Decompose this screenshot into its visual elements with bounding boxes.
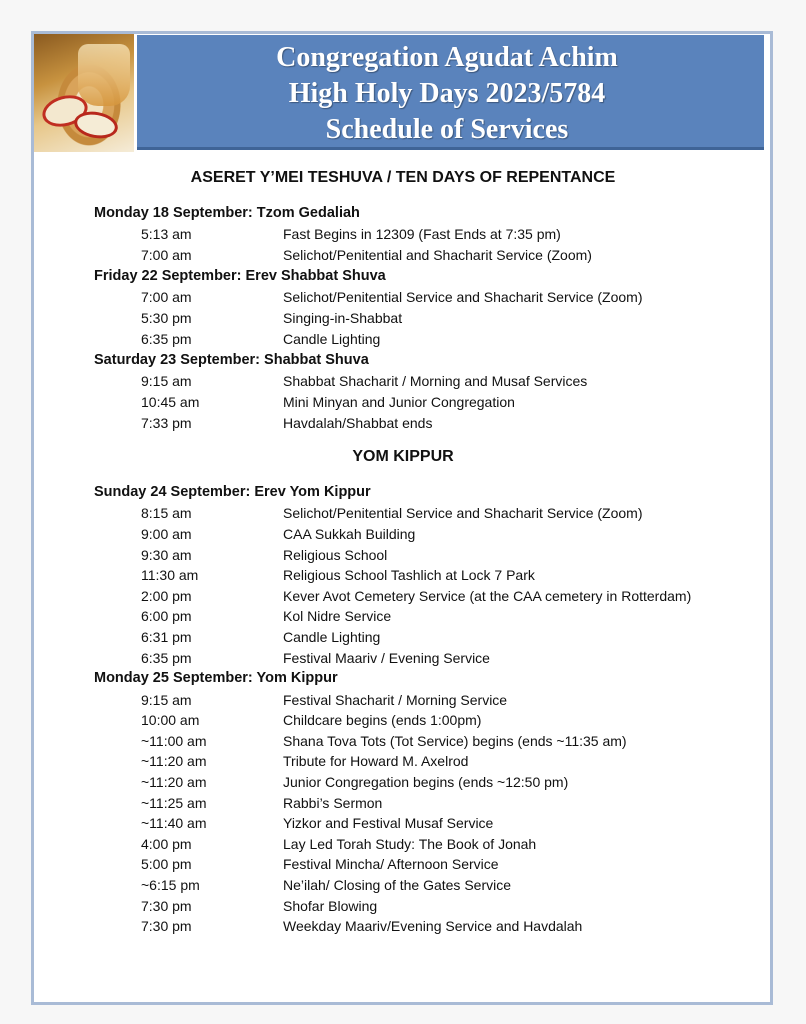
event-time: 5:13 am — [141, 226, 192, 242]
event-time: 6:00 pm — [141, 608, 192, 624]
event-description: Festival Mincha/ Afternoon Service — [283, 856, 499, 872]
day-heading: Monday 25 September: Yom Kippur — [94, 670, 338, 686]
event-description: Candle Lighting — [283, 629, 381, 645]
event-time: 10:45 am — [141, 394, 200, 410]
event-description: Festival Maariv / Evening Service — [283, 650, 490, 666]
day-heading: Sunday 24 September: Erev Yom Kippur — [94, 484, 371, 500]
event-time: ~11:20 am — [141, 753, 207, 769]
event-time: 7:00 am — [141, 247, 192, 263]
event-description: Religious School Tashlich at Lock 7 Park — [283, 567, 535, 583]
event-description: Festival Shacharit / Morning Service — [283, 692, 508, 708]
event-time: 6:31 pm — [141, 629, 192, 645]
event-description: Childcare begins (ends 1:00pm) — [283, 712, 482, 728]
event-description: Selichot/Penitential Service and Shacharit Service (Zoom) — [283, 505, 643, 521]
event-description: Religious School — [283, 547, 388, 563]
event-description: Shabbat Shacharit / Morning and Musaf Services — [283, 373, 588, 389]
event-description: Yizkor and Festival Musaf Service — [283, 815, 494, 831]
event-time: 7:30 pm — [141, 898, 192, 914]
day-heading: Saturday 23 September: Shabbat Shuva — [94, 352, 369, 368]
event-time: ~11:20 am — [141, 774, 207, 790]
event-time: 6:35 pm — [141, 331, 192, 347]
event-description: Fast Begins in 12309 (Fast Ends at 7:35 pm) — [283, 226, 561, 242]
event-description: Shana Tova Tots (Tot Service) begins (ends ~11:35 am) — [283, 733, 627, 749]
title-line-2: High Holy Days 2023/5784 — [288, 78, 606, 109]
event-description: Rabbi’s Sermon — [283, 795, 383, 811]
event-time: 6:35 pm — [141, 650, 192, 666]
event-time: ~6:15 pm — [141, 877, 200, 893]
event-time: 5:30 pm — [141, 310, 192, 326]
event-description: Mini Minyan and Junior Congregation — [283, 394, 515, 410]
title-line-1: Congregation Agudat Achim — [276, 42, 618, 73]
event-time: 11:30 am — [141, 567, 199, 583]
event-description: Selichot/Penitential Service and Shacharit Service (Zoom) — [283, 289, 643, 305]
event-description: Kol Nidre Service — [283, 608, 392, 624]
event-time: 7:30 pm — [141, 918, 192, 934]
event-time: 2:00 pm — [141, 588, 192, 604]
event-time: 9:30 am — [141, 547, 192, 563]
event-description: CAA Sukkah Building — [283, 526, 416, 542]
event-description: Lay Led Torah Study: The Book of Jonah — [283, 836, 537, 852]
honey-apples-photo — [34, 34, 134, 152]
honey-jar-shape — [78, 44, 130, 106]
day-heading: Friday 22 September: Erev Shabbat Shuva — [94, 268, 386, 284]
event-time: 7:33 pm — [141, 415, 192, 431]
event-time: 10:00 am — [141, 712, 200, 728]
event-description: Tribute for Howard M. Axelrod — [283, 753, 469, 769]
event-time: 9:15 am — [141, 692, 192, 708]
day-heading: Monday 18 September: Tzom Gedaliah — [94, 205, 360, 221]
event-description: Junior Congregation begins (ends ~12:50 pm) — [283, 774, 569, 790]
event-description: Candle Lighting — [283, 331, 381, 347]
section-title: ASERET Y’MEI TESHUVA / TEN DAYS OF REPENTANCE — [190, 169, 616, 186]
event-time: 9:00 am — [141, 526, 192, 542]
section-title: YOM KIPPUR — [352, 448, 454, 465]
event-time: 5:00 pm — [141, 856, 192, 872]
event-time: 7:00 am — [141, 289, 192, 305]
event-time: 4:00 pm — [141, 836, 192, 852]
event-description: Havdalah/Shabbat ends — [283, 415, 433, 431]
event-time: 9:15 am — [141, 373, 192, 389]
event-time: 8:15 am — [141, 505, 192, 521]
event-time: ~11:40 am — [141, 815, 207, 831]
event-description: Shofar Blowing — [283, 898, 378, 914]
apple-slice-shape — [72, 108, 120, 141]
event-description: Kever Avot Cemetery Service (at the CAA cemetery in Rotterdam) — [283, 588, 692, 604]
page-title — [137, 40, 757, 148]
event-description: Ne’ilah/ Closing of the Gates Service — [283, 877, 511, 893]
event-description: Selichot/Penitential and Shacharit Service (Zoom) — [283, 247, 592, 263]
event-time: ~11:25 am — [141, 795, 207, 811]
event-description: Weekday Maariv/Evening Service and Havdalah — [283, 918, 583, 934]
event-description: Singing-in-Shabbat — [283, 310, 403, 326]
title-line-3: Schedule of Services — [325, 114, 569, 145]
event-time: ~11:00 am — [141, 733, 207, 749]
